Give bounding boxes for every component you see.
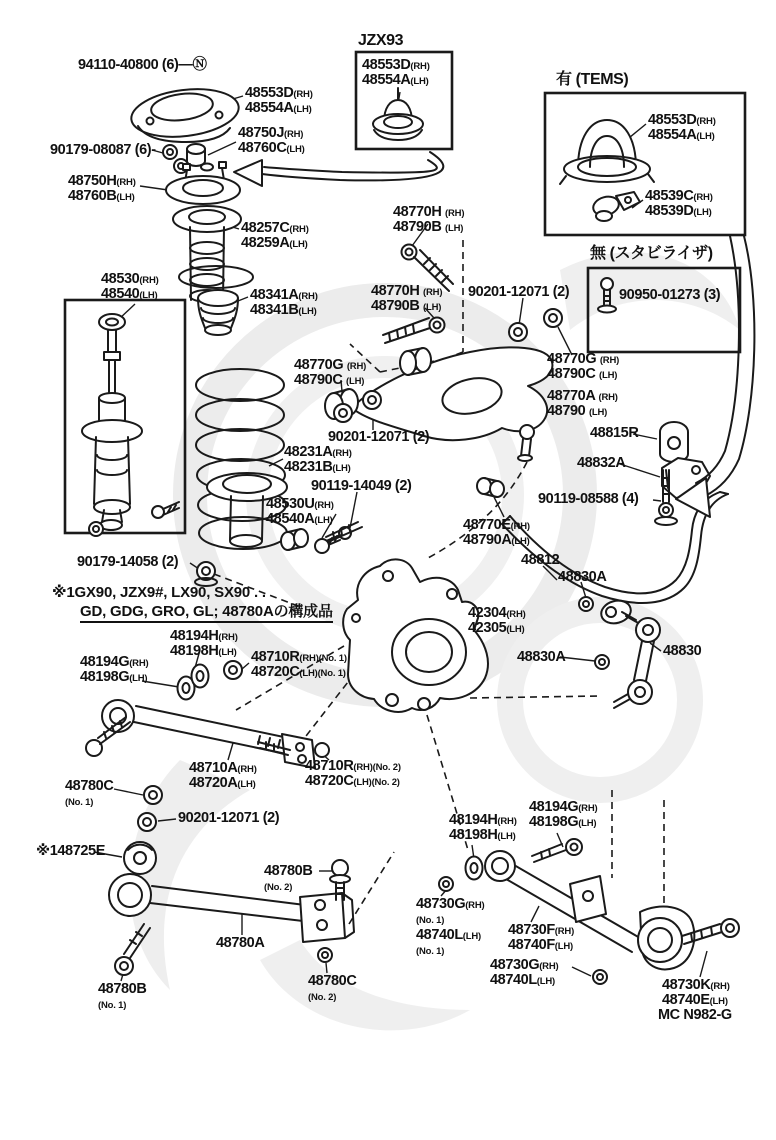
label-48770h-mid <box>371 284 442 315</box>
label-line: 48341A(RH) <box>250 287 318 303</box>
label-footer-code <box>658 1008 732 1023</box>
label-line: 48780C <box>308 973 357 989</box>
label-line: 48750H(RH) <box>68 173 136 189</box>
label-48830a-top <box>558 570 606 585</box>
label-line: 48760B(LH) <box>68 188 135 205</box>
label-line: JZX93 <box>358 32 404 49</box>
label-48194g-left <box>80 655 148 686</box>
label-line: 48770A (RH) <box>547 388 618 404</box>
label-line: 48198G(LH) <box>529 814 597 831</box>
label-line: (No. 2) <box>264 882 293 894</box>
label-48725e <box>36 844 105 859</box>
label-line: 48194H(RH) <box>170 628 238 644</box>
label-48830a-left <box>517 650 565 665</box>
label-48730k <box>662 978 730 1009</box>
label-48832a <box>577 456 625 471</box>
label-line: 48780B <box>264 863 313 879</box>
label-line: 48720C(LH)(No. 1) <box>251 664 346 681</box>
label-48710r-no1 <box>251 650 347 681</box>
label-line: 48830A <box>558 569 607 585</box>
label-line: 48740F(LH) <box>508 937 573 954</box>
label-line: 48194G(RH) <box>529 799 598 815</box>
label-line: GD, GDG, GRO, GL; 48780Aの構成品 <box>80 604 333 623</box>
label-line: 48812 <box>521 552 560 568</box>
label-line: 48790B (LH) <box>371 298 442 315</box>
label-line: 48760C(LH) <box>238 140 305 157</box>
label-jzx93-title <box>358 33 403 50</box>
label-48780a <box>216 936 264 951</box>
label-line: 48790A(LH) <box>463 532 530 549</box>
label-line: 90119-08588 (4) <box>538 491 639 507</box>
label-line: 48194G(RH) <box>80 654 149 670</box>
label-42304 <box>468 606 526 637</box>
label-line: 48554A(LH) <box>245 100 312 117</box>
label-48815r <box>590 426 638 441</box>
label-line: 48830A <box>517 649 566 665</box>
label-line: 90179-14058 (2) <box>77 554 179 570</box>
label-line: 48553D(RH) <box>245 85 313 101</box>
label-line: ※1GX90, JZX9#, LX90, SX90 . . <box>52 584 266 601</box>
label-line: 48553D(RH) <box>648 112 716 128</box>
label-line: 48770G (RH) <box>294 357 367 373</box>
label-line: 48815R <box>590 425 639 441</box>
label-48530u <box>266 497 334 528</box>
label-48710r-no2 <box>305 759 401 790</box>
label-line: 42304(RH) <box>468 605 526 621</box>
label-line: 48554A(LH) <box>648 127 715 144</box>
label-note-2 <box>80 604 333 623</box>
label-48750h <box>68 174 136 205</box>
label-48730g-no1 <box>416 897 484 958</box>
label-90201-left <box>328 430 429 445</box>
label-48539c <box>645 189 713 220</box>
label-nostab-title <box>590 246 713 263</box>
label-tems-48553d <box>648 113 716 144</box>
label-line: 90179-08087 (6)- <box>50 142 156 158</box>
label-line: 42305(LH) <box>468 620 525 637</box>
label-48812 <box>521 553 559 568</box>
label-48830 <box>663 644 701 659</box>
label-line: 48730F(RH) <box>508 922 575 938</box>
label-line: 48530U(RH) <box>266 496 334 512</box>
label-line: 48539D(LH) <box>645 203 712 220</box>
label-line: 48710A(RH) <box>189 760 257 776</box>
label-line: 48740E(LH) <box>662 992 728 1009</box>
label-line: 94110-40800 (6)—Ⓝ <box>78 57 207 73</box>
label-line: 無 (スタビライザ) <box>590 245 713 262</box>
label-48780b-no2 <box>264 864 312 895</box>
label-line: 48730G(RH) <box>490 957 559 973</box>
label-line: 48780A <box>216 935 265 951</box>
label-line: 90201-12071 (2) <box>178 810 280 826</box>
label-line: 48198H(LH) <box>449 827 516 844</box>
label-line: 90950-01273 (3) <box>619 287 721 303</box>
label-48770e <box>463 518 530 549</box>
label-line: MC N982-G <box>658 1007 732 1023</box>
label-48750j <box>238 126 305 157</box>
label-line: 48830 <box>663 643 702 659</box>
label-line: (No. 1) <box>65 797 94 809</box>
label-line: 48740L(LH) <box>416 926 481 943</box>
label-90201-top <box>468 285 569 300</box>
label-line: 90201-12071 (2) <box>468 284 570 300</box>
label-line: 48770H (RH) <box>371 283 443 299</box>
label-line: (No. 2) <box>308 992 337 1004</box>
label-48231a <box>284 445 352 476</box>
label-line: (No. 1) <box>416 946 445 958</box>
label-line: 48720C(LH)(No. 2) <box>305 773 400 790</box>
label-line: 48553D(RH) <box>362 57 430 73</box>
label-line: 48341B(LH) <box>250 302 317 319</box>
label-line: 48780B <box>98 981 147 997</box>
label-line: 48198H(LH) <box>170 643 237 660</box>
label-line: 有 (TEMS) <box>556 71 629 88</box>
label-90950-01273 <box>619 288 720 303</box>
label-line: 48554A(LH) <box>362 72 429 89</box>
label-line: 48730K(RH) <box>662 977 730 993</box>
label-48730f <box>508 923 574 954</box>
label-line: 90119-14049 (2) <box>311 478 412 494</box>
label-48780c-no1 <box>65 779 113 810</box>
label-line: 48790C (LH) <box>547 366 618 383</box>
label-90119-14049 <box>311 479 411 494</box>
label-line: (No. 1) <box>98 1000 127 1012</box>
label-line: 48194H(RH) <box>449 812 517 828</box>
label-line: 48231B(LH) <box>284 459 351 476</box>
label-48530-shock <box>101 272 159 303</box>
label-line: ※148725E <box>36 843 105 859</box>
label-line: 48790C (LH) <box>294 372 365 389</box>
label-line: 48790 (LH) <box>547 403 608 420</box>
label-line: 48539C(RH) <box>645 188 713 204</box>
label-48194h-left <box>170 629 238 660</box>
label-48780b-no1 <box>98 982 146 1013</box>
label-line: (No. 1) <box>416 915 445 927</box>
label-48257c <box>241 221 309 252</box>
label-line: 48720A(LH) <box>189 775 256 792</box>
label-tems-title <box>556 72 628 89</box>
label-line: 48770H (RH) <box>393 204 465 220</box>
label-48770g-right <box>547 352 619 383</box>
label-90201-bottom <box>178 811 279 826</box>
label-line: 48540A(LH) <box>266 511 333 528</box>
label-line: 48710R(RH)(No. 1) <box>251 649 347 665</box>
label-line: 48780C <box>65 778 114 794</box>
label-line: 48198G(LH) <box>80 669 148 686</box>
label-48730g-no2 <box>490 958 558 989</box>
label-94110-40800 <box>78 58 207 73</box>
label-48194g-right <box>529 800 597 831</box>
label-line: 48730G(RH) <box>416 896 485 912</box>
label-line: 48710R(RH)(No. 2) <box>305 758 401 774</box>
label-line: 48259A(LH) <box>241 235 308 252</box>
label-note-1 <box>52 585 266 601</box>
label-line: 48770G (RH) <box>547 351 620 367</box>
label-line: 48530(RH) <box>101 271 159 287</box>
label-48194h-right <box>449 813 517 844</box>
label-line: 48231A(RH) <box>284 444 352 460</box>
label-line: 48770E(RH) <box>463 517 530 533</box>
label-48553d-main <box>245 86 313 117</box>
label-line: 48740L(LH) <box>490 972 555 989</box>
label-90179-08087 <box>50 143 156 158</box>
label-48770h-top <box>393 205 464 236</box>
label-line: 90201-12071 (2) <box>328 429 430 445</box>
label-48710a <box>189 761 257 792</box>
label-line: 48750J(RH) <box>238 125 304 141</box>
label-48341a <box>250 288 318 319</box>
label-line: 48790B (LH) <box>393 219 464 236</box>
label-48770g-left <box>294 358 366 389</box>
label-line: 48257C(RH) <box>241 220 309 236</box>
label-48770a <box>547 389 618 420</box>
label-line: 48832A <box>577 455 626 471</box>
label-48780c-no2 <box>308 974 356 1005</box>
label-line: 48540(LH) <box>101 286 158 303</box>
label-90179-14058 <box>77 555 178 570</box>
label-90119-08588 <box>538 492 638 507</box>
label-jzx93-parts <box>362 58 430 89</box>
